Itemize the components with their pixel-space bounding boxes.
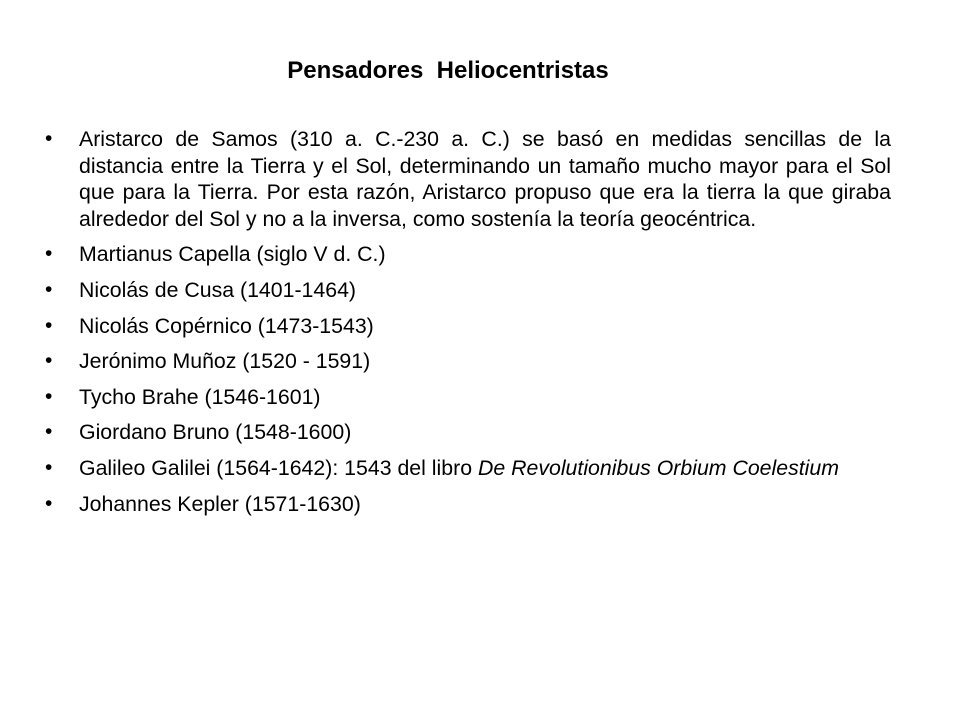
bullet-text: Giordano Bruno (1548-1600) <box>79 420 352 445</box>
bullet-item-kepler <box>45 491 891 518</box>
bullet-icon: • <box>45 420 53 444</box>
bullet-icon: • <box>45 127 53 150</box>
bullet-item-bruno <box>45 419 891 446</box>
bullet-icon: • <box>45 349 53 373</box>
bullet-item-aristarco <box>45 126 891 232</box>
bullet-icon: • <box>45 491 53 515</box>
bullet-icon: • <box>45 384 53 408</box>
bullet-text: Jerónimo Muñoz (1520 - 1591) <box>79 349 371 374</box>
bullet-text: Johannes Kepler (1571-1630) <box>79 491 361 516</box>
bullet-text: Tycho Brahe (1546-1601) <box>79 384 321 409</box>
bullet-icon: • <box>45 277 53 301</box>
bullet-list <box>45 126 891 526</box>
bullet-icon: • <box>45 455 53 479</box>
bullet-text: Aristarco de Samos (310 a. C.-230 a. C.) se basó en medidas sencillas de la distancia entre la Tierra y el Sol, determinando un tamaño mucho mayor para el Sol que para la Tierra. Por esta razón, Aristarco propuso que era la tierra la que giraba alrededor del Sol y no a la inversa, como sostenía la teoría geocéntrica. <box>79 127 891 231</box>
book-title: De Revolutionibus Orbium Coelestium <box>477 455 839 480</box>
bullet-text: Nicolás de Cusa (1401-1464) <box>79 277 357 302</box>
bullet-item-galilei <box>45 455 891 482</box>
bullet-item-cusa <box>45 277 891 304</box>
bullet-item-copernico <box>45 313 891 340</box>
bullet-item-capella <box>45 241 891 268</box>
bullet-text: Martianus Capella (siglo V d. C.) <box>79 242 386 267</box>
bullet-icon: • <box>45 313 53 337</box>
slide-title: Pensadores Heliocentristas <box>287 57 609 84</box>
bullet-item-brahe <box>45 384 891 411</box>
bullet-icon: • <box>45 242 53 266</box>
bullet-text-plain: Galileo Galilei (1564-1642): 1543 del libro <box>79 455 478 480</box>
bullet-text: Nicolás Copérnico (1473-1543) <box>79 313 374 338</box>
bullet-text <box>79 456 839 480</box>
bullet-item-munoz <box>45 348 891 375</box>
